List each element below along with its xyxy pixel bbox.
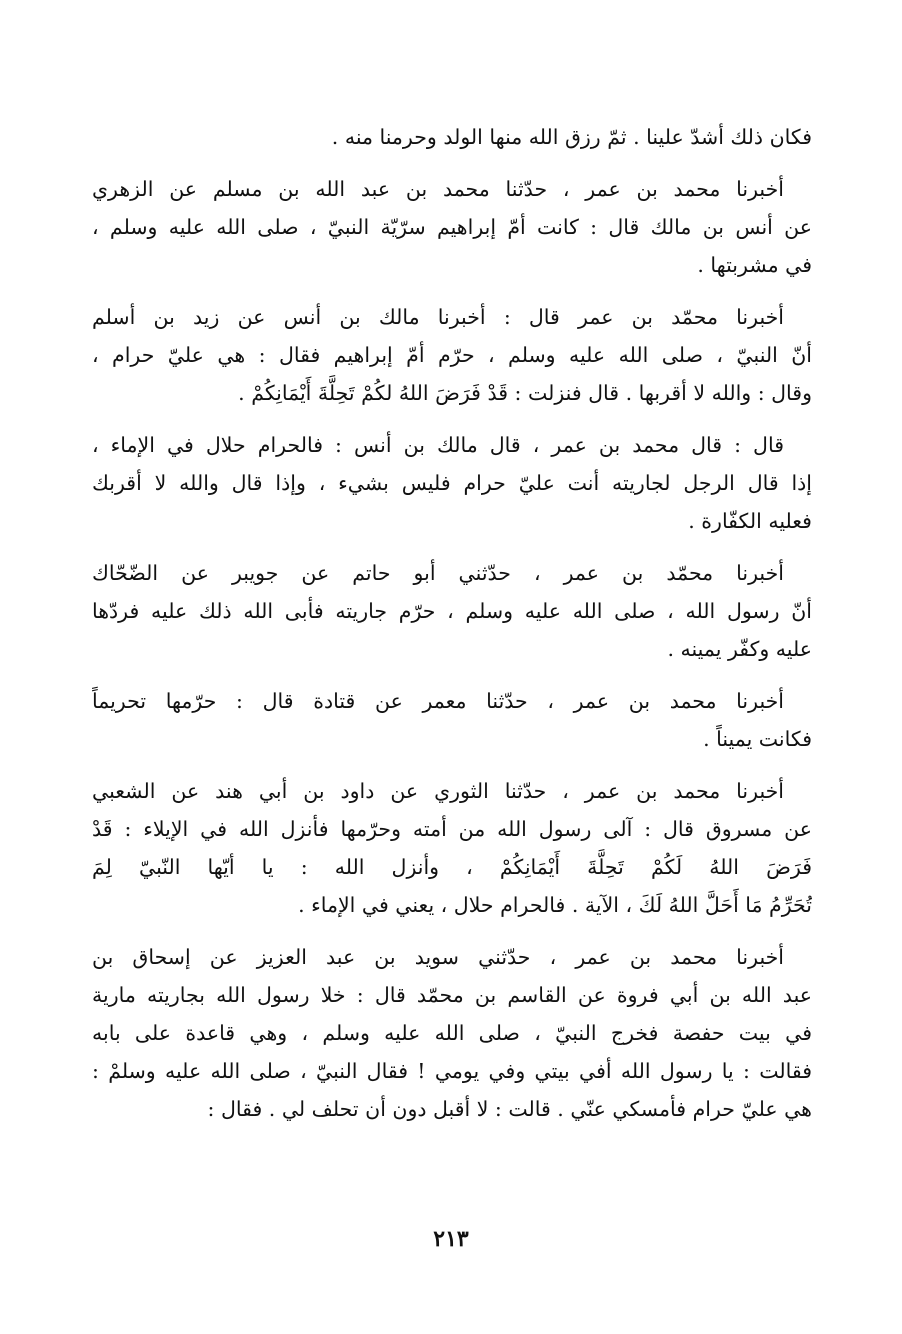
text-line: قال : قال محمد بن عمر ، قال مالك بن أنس : فالحرام حلال في الإماء ، <box>92 433 784 457</box>
text-line: أخبرنا محمّد بن عمر قال : أخبرنا مالك بن أنس عن زيد بن أسلم <box>92 305 784 329</box>
text-line: عليه وكفّر يمينه . <box>667 637 812 661</box>
text-line: أخبرنا محمد بن عمر ، حدّثنا محمد بن عبد الله بن مسلم عن الزهري <box>92 177 784 201</box>
text-line: تُحَرِّمُ مَا أَحَلَّ اللهُ لَكَ ، الآية . فالحرام حلال ، يعني في الإماء . <box>298 893 812 917</box>
text-line: إذا قال الرجل لجاريته أنت عليّ حرام فليس بشيء ، وإذا قال والله لا أقربك <box>92 471 812 495</box>
text-line: هي عليّ حرام فأمسكي عنّي . قالت : لا أقبل دون أن تحلف لي . فقال : <box>207 1097 812 1121</box>
text-line: فقالت : يا رسول الله أفي بيتي وفي يومي ! فقال النبيّ ، صلى الله عليه وسلمْ : <box>92 1059 812 1083</box>
text-line: أخبرنا محمد بن عمر ، حدّثنا معمر عن قتادة قال : حرّمها تحريماً <box>92 689 784 713</box>
paragraph <box>92 772 812 924</box>
page-body <box>92 118 812 1128</box>
text-line: أخبرنا محمد بن عمر ، حدّثنا الثوري عن داود بن أبي هند عن الشعبي <box>92 779 784 803</box>
text-line: فكان ذلك أشدّ علينا . ثمّ رزق الله منها الولد وحرمنا منه . <box>331 125 812 149</box>
paragraph <box>92 938 812 1128</box>
text-line: في مشربتها . <box>697 253 812 277</box>
text-line: عبد الله بن أبي فروة عن القاسم بن محمّد قال : خلا رسول الله بجاريته مارية <box>92 983 812 1007</box>
paragraph <box>92 426 812 540</box>
text-line: فَرَضَ اللهُ لَكُمْ تَحِلَّةَ أَيْمَانِكُمْ ، وأنزل الله : يا أيّها النّبيّ لِمَ <box>92 855 812 879</box>
text-line: فكانت يميناً . <box>703 727 812 751</box>
text-line: أنّ رسول الله ، صلى الله عليه وسلم ، حرّم جاريته فأبى الله ذلك عليه فردّها <box>92 599 812 623</box>
paragraph <box>92 118 812 156</box>
paragraph <box>92 170 812 284</box>
paragraph <box>92 682 812 758</box>
paragraph <box>92 554 812 668</box>
text-line: في بيت حفصة فخرج النبيّ ، صلى الله عليه وسلم ، وهي قاعدة على بابه <box>92 1021 812 1045</box>
paragraph <box>92 298 812 412</box>
text-line: عن أنس بن مالك قال : كانت أمّ إبراهيم سرّيّة النبيّ ، صلى الله عليه وسلم ، <box>92 215 812 239</box>
text-line: أخبرنا محمد بن عمر ، حدّثني سويد بن عبد العزيز عن إسحاق بن <box>92 945 784 969</box>
page-number: ٢١٣ <box>433 1226 469 1252</box>
text-line: وقال : والله لا أقربها . قال فنزلت : قَدْ فَرَضَ اللهُ لكُمْ تَحِلَّةَ أَيْمَانِكُمْ . <box>238 381 812 405</box>
text-line: فعليه الكفّارة . <box>688 509 812 533</box>
text-line: أنّ النبيّ ، صلى الله عليه وسلم ، حرّم أمّ إبراهيم فقال : هي عليّ حرام ، <box>92 343 812 367</box>
text-line: أخبرنا محمّد بن عمر ، حدّثني أبو حاتم عن جويبر عن الضّحّاك <box>92 561 784 585</box>
text-line: عن مسروق قال : آلى رسول الله من أمته وحرّمها فأنزل الله في الإيلاء : قَدْ <box>92 817 812 841</box>
